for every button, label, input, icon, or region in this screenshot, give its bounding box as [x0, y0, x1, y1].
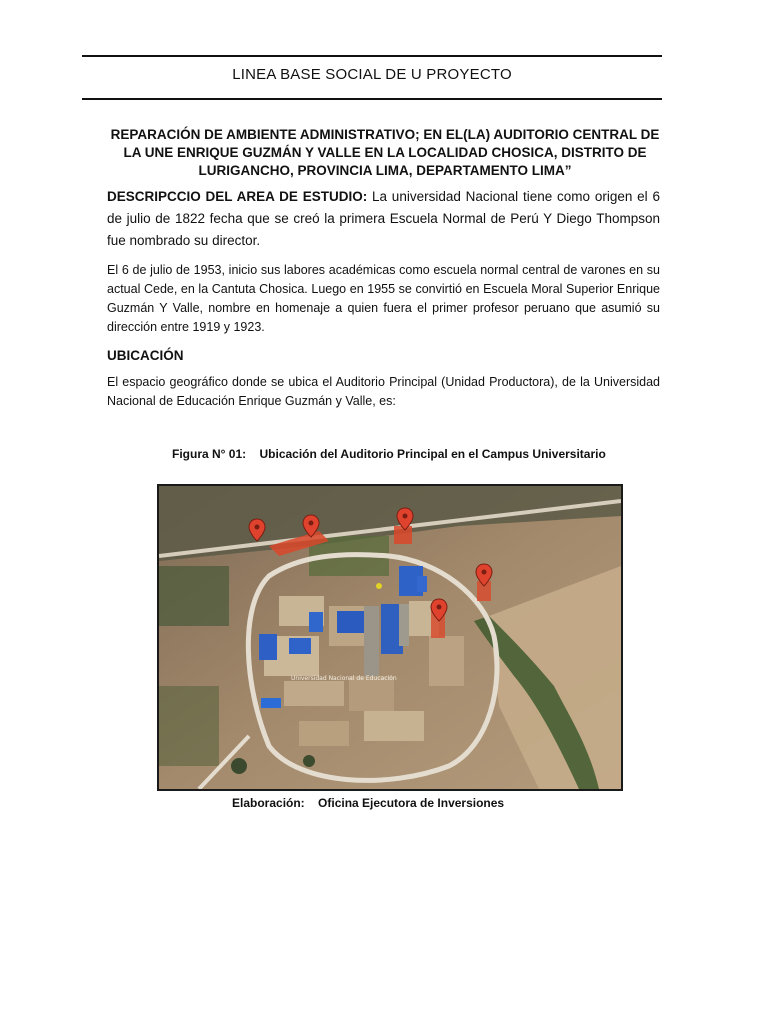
svg-text:Universidad Nacional de Educac: Universidad Nacional de Educación	[291, 675, 397, 682]
satellite-image	[159, 486, 621, 789]
description-text: La universidad Nacional tiene como origen el 6 de julio de 1822 fecha que se creó la primera Escuela Normal de Perú Y Diego Thompson fue nombrado su director.	[107, 189, 660, 248]
figure-source	[232, 796, 504, 810]
figure-caption: Ubicación del Auditorio Principal en el Campus Universitario	[259, 447, 606, 461]
header-top-rule	[82, 55, 662, 57]
figure-number: Figura N° 01:	[172, 447, 247, 461]
figure-source-label: Elaboración:	[232, 796, 305, 810]
header-bottom-rule	[82, 98, 662, 100]
ubicacion-paragraph: El espacio geográfico donde se ubica el Auditorio Principal (Unidad Productora), de la Universidad Nacional de Educación Enrique Guzmán y Valle, es:	[107, 375, 660, 408]
ubicacion-heading: UBICACIÓN	[107, 348, 184, 363]
header-title: LINEA BASE SOCIAL DE U PROYECTO	[232, 66, 512, 83]
figure-source-text: Oficina Ejecutora de Inversiones	[318, 796, 505, 810]
history-paragraph: El 6 de julio de 1953, inicio sus labores académicas como escuela normal central de varones en su actual Cede, en la Cantuta Chosica. Luego en 1955 se convirtió en Escuela Moral Superior Enrique Guzmán Y Valle, nombre en homenaje a quien fuera el primer profesor peruano que asumió su dirección entre 1919 y 1923.	[107, 263, 660, 334]
document-title: REPARACIÓN DE AMBIENTE ADMINISTRATIVO; EN EL(LA) AUDITORIO CENTRAL DE LA UNE ENRIQUE GUZMÁN Y VALLE EN LA LOCALIDAD CHOSICA, DISTRITO DE LURIGANCHO, PROVINCIA LIMA, DEPARTAMENTO LIMA”	[110, 127, 660, 178]
campus-satellite-map	[157, 484, 623, 791]
description-label: DESCRIPCCIO DEL AREA DE ESTUDIO:	[107, 189, 368, 204]
figure-title	[172, 447, 606, 461]
description-paragraph	[107, 186, 660, 252]
